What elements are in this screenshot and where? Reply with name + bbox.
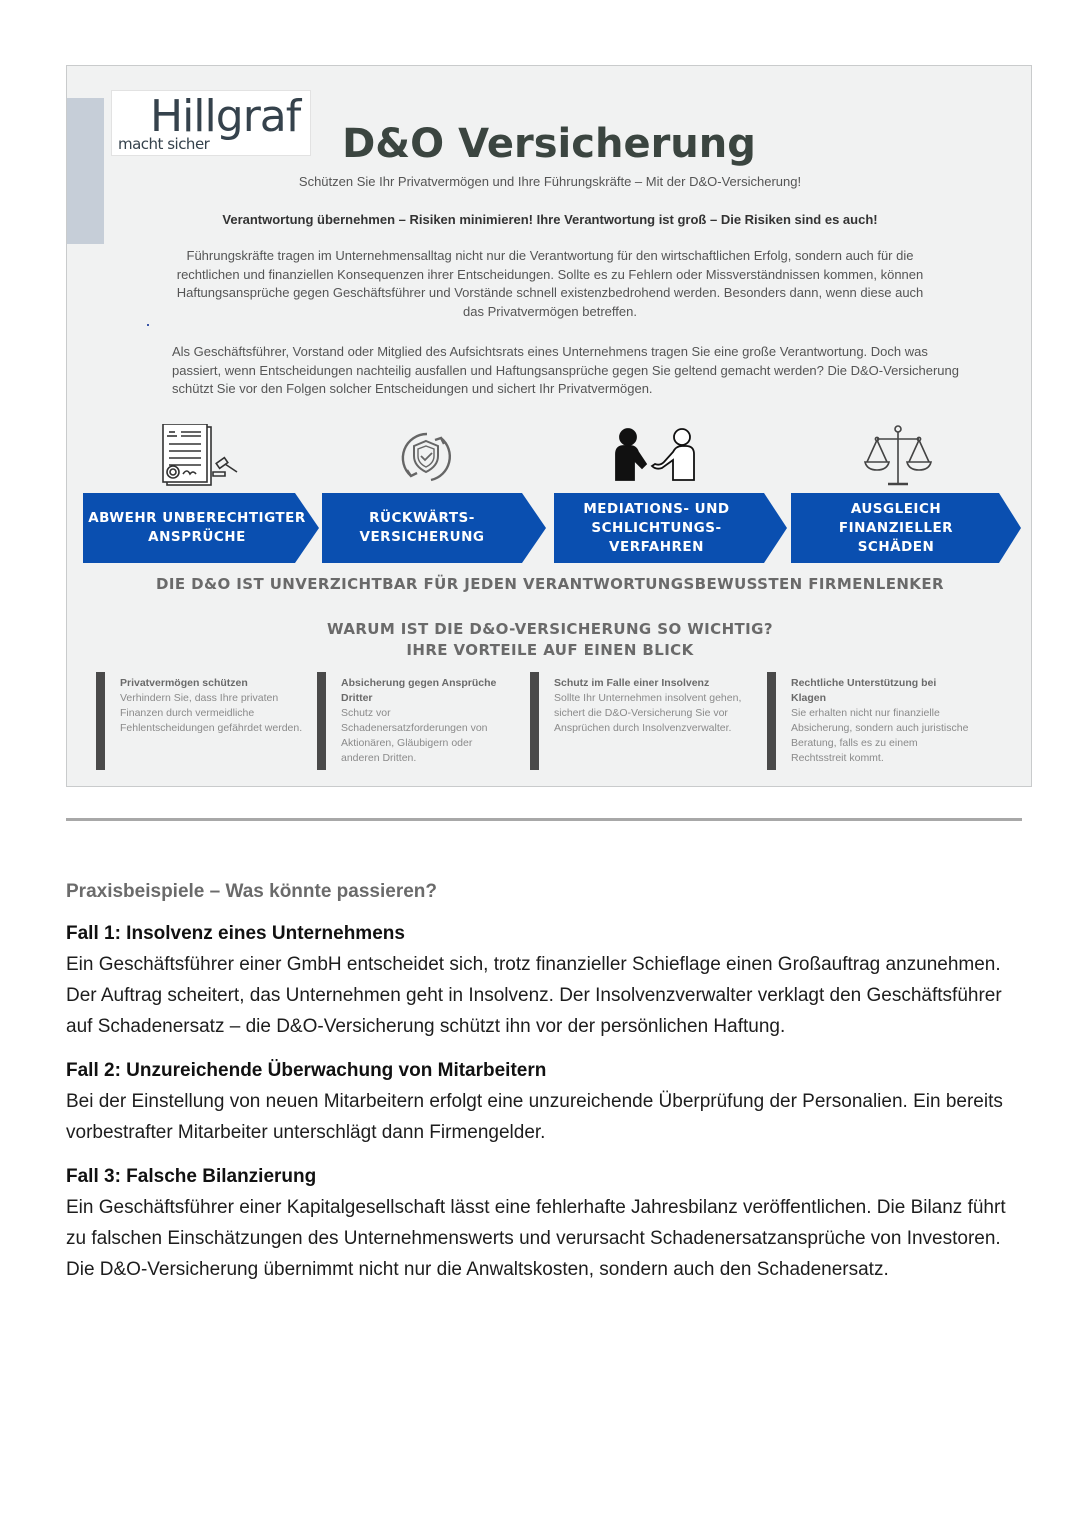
- feature-arrow-defense: [83, 493, 319, 563]
- flyer-paragraph-1: Führungskräfte tragen im Unternehmensalltag nicht nur die Verantwortung für den wirtschaftlichen Erfolg, sondern auch für die rechtlichen und finanziellen Konsequenzen ihrer Entscheidungen. Sollte es zu Fehlern oder Missverständnissen kommen, können Haftungsansprüche gegen Geschäftsführer und Vorstände schnell existenzbedrohend werden. Besonders dann, wenn diese auch das Privatvermögen betreffen.: [176, 248, 924, 319]
- do-insurance-flyer: [66, 65, 1032, 787]
- benefit-item: [767, 672, 987, 770]
- feature-label: MEDIATIONS- UND SCHLICHTUNGS-VERFAHREN: [583, 500, 730, 555]
- logo-brand: Hillgraf: [150, 91, 301, 142]
- benefit-item: [96, 672, 306, 770]
- stray-dot: [147, 324, 149, 326]
- headline-why-line-2: IHRE VORTEILE AUF EINEN BLICK: [406, 641, 694, 659]
- benefit-title: Schutz im Falle einer Insolvenz: [554, 677, 710, 689]
- flyer-paragraph-2: Als Geschäftsführer, Vorstand oder Mitglied des Aufsichtsrats eines Unternehmens tragen Sie eine große Verantwortung. Doch was passiert, wenn Entscheidungen nachteilig ausfallen und Haftungsansprüche gegen Sie geltend gemacht werden? Die D&O-Versicherung schützt Sie vor den Folgen solcher Entscheidungen und sichert Ihr Privatvermögen.: [172, 344, 960, 396]
- section-divider: [66, 818, 1022, 821]
- benefit-text: Verhindern Sie, dass Ihre privaten Finanzen durch vermeidliche Fehlentscheidungen gefährdet werden.: [120, 692, 303, 734]
- shield-refresh-icon: [381, 424, 471, 490]
- benefit-item: [317, 672, 517, 770]
- flyer-subtitle: Schützen Sie Ihr Privatvermögen und Ihre Führungskräfte – Mit der D&O-Versicherung!: [298, 174, 802, 189]
- benefit-text: Sie erhalten nicht nur finanzielle Absicherung, sondern auch juristische Beratung, falls es zu einem Rechtsstreit kommt.: [791, 707, 969, 764]
- handshake-people-icon: [612, 424, 702, 490]
- benefit-title: Absicherung gegen Ansprüche Dritter: [341, 677, 497, 704]
- examples-heading: Praxisbeispiele – Was könnte passieren?: [66, 881, 438, 902]
- case-item: [66, 919, 1026, 1042]
- feature-label: RÜCKWÄRTS-VERSICHERUNG: [359, 510, 485, 545]
- benefit-bar: [530, 672, 539, 770]
- logo-tagline: macht sicher: [118, 135, 210, 153]
- case-item: [66, 1162, 1026, 1285]
- case-title: Fall 2: Unzureichende Überwachung von Mitarbeitern: [66, 1060, 547, 1081]
- flyer-bold-line: Verantwortung übernehmen – Risiken minimieren! Ihre Verantwortung ist groß – Die Risiken sind es auch!: [222, 212, 878, 227]
- feature-arrow-retroactive: [322, 493, 546, 563]
- headline-why-important: [67, 619, 1033, 661]
- benefit-text: Sollte Ihr Unternehmen insolvent gehen, sichert die D&O-Versicherung Sie vor Ansprüchen durch Insolvenzverwalter.: [554, 692, 742, 734]
- headline-indispensable: DIE D&O IST UNVERZICHTBAR FÜR JEDEN VERANTWORTUNGSBEWUSSTEN FIRMENLENKER: [156, 575, 944, 593]
- case-text: Ein Geschäftsführer einer GmbH entscheidet sich, trotz finanzieller Schieflage einen Großauftrag anzunehmen. Der Auftrag scheitert, das Unternehmen geht in Insolvenz. Der Insolvenzverwalter verklagt den Geschäftsführer auf Schadenersatz – die D&O-Versicherung schützt ihn vor der persönlichen Haftung.: [66, 954, 1002, 1037]
- benefit-title: Rechtliche Unterstützung bei Klagen: [791, 677, 937, 704]
- case-title: Fall 3: Falsche Bilanzierung: [66, 1166, 317, 1187]
- case-item: [66, 1056, 1026, 1148]
- case-title: Fall 1: Insolvenz eines Unternehmens: [66, 923, 405, 944]
- benefit-text: Schutz vor Schadenersatzforderungen von Aktionären, Gläubigern oder anderen Dritten.: [341, 707, 488, 764]
- feature-arrow-mediation: [554, 493, 787, 563]
- benefit-bar: [767, 672, 776, 770]
- feature-arrow-compensation: [791, 493, 1021, 563]
- benefit-item: [530, 672, 750, 770]
- practice-examples: [66, 881, 1026, 1299]
- case-text: Bei der Einstellung von neuen Mitarbeitern erfolgt eine unzureichende Überprüfung der Personalien. Ein bereits vorbestrafter Mitarbeiter unterschlägt dann Firmengelder.: [66, 1091, 1003, 1143]
- scales-of-justice-icon: [853, 424, 943, 490]
- benefit-title: Privatvermögen schützen: [120, 677, 248, 689]
- feature-label: AUSGLEICH FINANZIELLER SCHÄDEN: [838, 500, 954, 555]
- benefit-bar: [317, 672, 326, 770]
- feature-label: ABWEHR UNBERECHTIGTER ANSPRÜCHE: [88, 510, 306, 545]
- headline-why-line-1: WARUM IST DIE D&O-VERSICHERUNG SO WICHTIG?: [327, 620, 773, 638]
- benefit-bar: [96, 672, 105, 770]
- case-text: Ein Geschäftsführer einer Kapitalgesellschaft lässt eine fehlerhafte Jahresbilanz veröffentlichen. Die Bilanz führt zu falschen Einschätzungen des Unternehmenswerts und verursacht Schadenersatzansprüche von Investoren. Die D&O-Versicherung übernimmt nicht nur die Anwaltskosten, sondern auch den Schadenersatz.: [66, 1197, 1006, 1280]
- flyer-title: D&O Versicherung: [342, 121, 756, 167]
- legal-document-gavel-icon: [153, 424, 243, 490]
